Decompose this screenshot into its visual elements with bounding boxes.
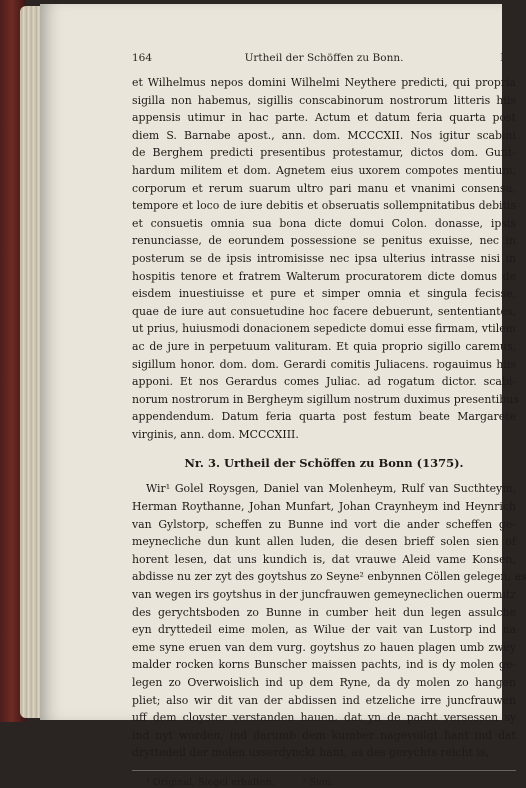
text-line: norum nostrorum in Bergheym sigillum nostrum duximus presentibus [132,392,519,406]
section-title: Nr. 3. Urtheil der Schöffen zu Bonn (1375). [184,456,464,471]
page-number: 164 [132,52,153,64]
paragraph-german [132,480,526,762]
text-line: van Gylstorp, scheffen zu Bunne ind vort die ander scheffen ge- [132,517,516,531]
text-line: van wegen irs goytshus in der juncfrauwen gemeyneclichen ouermitz [132,588,516,602]
paragraph-latin [132,74,519,443]
text-line: et consuetis omnia sua bona dicte domui Colon. donasse, ipsis [132,216,516,230]
text-line: eisdem inuestiuisse et pure et simper omnia et singula fecisse, [132,287,516,301]
text-line: legen zo Overwoislich ind up dem Ryne, da dy molen zo hangen [132,676,516,689]
footnote: ¹ Original, Siegel erhalten. [146,776,275,788]
text-line: appendendum. Datum feria quarta post festum beate Margarete [132,410,516,424]
footnotes [132,777,516,788]
chapter-number: III. [500,52,516,64]
text-line: ind nyt worden, ind darumb dem kumber nagevoilgt hant ind dat [132,728,516,742]
text-line: diem S. Barnabe apost., ann. dom. MCCCXII. Nos igitur scabini [132,128,516,142]
text-line: hardum militem et dom. Agnetem eius uxorem compotes mentium, [132,163,516,177]
text-line: appensis utimur in hac parte. Actum et datum feria quarta post [132,111,516,125]
footnote-divider [132,770,516,771]
text-line: pliet; also wir dit van der abdissen ind etzeliche irre juncfrauwen [132,693,516,707]
text-line: tempore et loco de iure debitis et obseruatis sollempnitatibus debitis [132,199,516,213]
running-title: Urtheil der Schöffen zu Bonn. [244,52,404,64]
text-line: sigillum honor. dom. dom. Gerardi comitis Juliacens. rogauimus hiis [132,357,516,371]
text-line: ut prius, huiusmodi donacionem sepedicte domui esse firmam, vtilem [132,322,516,336]
text-line: apponi. Et nos Gerardus comes Juliac. ad rogatum dictor. scabi- [132,375,516,389]
text-line: posterum se de ipsis intromisisse nec ipsa ulterius intrasse nisi in [132,251,516,265]
text-line: eyn dryttedeil eime molen, as Wilue der vait van Lustorp ind na [132,623,516,637]
text-line: des gerychtsboden zo Bunne in cumber heit dun legen assulche [132,605,516,619]
text-line: corporum et rerum suarum ultro pari manu et vnanimi consensu, [132,181,516,195]
text-line: quae de iure aut consuetudine hoc facere debuerunt, sententiantes, [132,304,516,318]
text-line: de Berghem predicti presentibus protestamur, dictos dom. Gunt- [132,146,516,160]
text-line: malder rocken korns Bunscher maissen pachts, ind is dy molen ge- [132,658,516,672]
text-line: Herman Roythanne, Johan Munfart, Johan Craynheym ind Heynrich [132,500,516,514]
text-line: renunciasse, de eorundem possessione se penitus exuisse, nec in [132,234,516,248]
text-line: uff dem cloyster verstanden hauen, dat yn de pacht versessen sy [132,711,516,725]
text-line: abdisse nu zer zyt des goytshus zo Seyne² enbynnen Cöllen gelegen, as [132,570,526,584]
text-line: virginis, ann. dom. MCCCXIII. [132,427,299,441]
book-page [40,4,526,788]
text-line: meynecliche dun kunt allen luden, die desen brieff solen sien of [132,535,516,549]
text-line: sigilla non habemus, sigillis conscabinorum nostrorum litteris hiis [132,93,516,107]
text-line: et Wilhelmus nepos domini Wilhelmi Neythere predicti, qui propria [132,76,516,89]
text-line: hospitis tenore et fratrem Walterum procuratorem dicte domus de [132,269,516,283]
text-line: Wir¹ Golel Roysgen, Daniel van Molenheym, Rulf van Sucthteym, [146,482,516,496]
footnote: ² Sion. [302,776,334,788]
running-header [132,52,516,68]
text-line: eme syne eruen van dem vurg. goytshus zo hauen plagen umb zwey [132,640,516,654]
text-line: ac de jure in perpetuum valituram. Et quia proprio sigillo caremus, [132,339,516,353]
text-line: horent lesen, dat uns kundich is, dat vrauwe Aleid vame Konsen, [132,552,516,566]
text-line: dryttedeil der molen usserdynckt hant, as des gerychts reicht is, [132,746,490,760]
page-content [132,52,526,788]
